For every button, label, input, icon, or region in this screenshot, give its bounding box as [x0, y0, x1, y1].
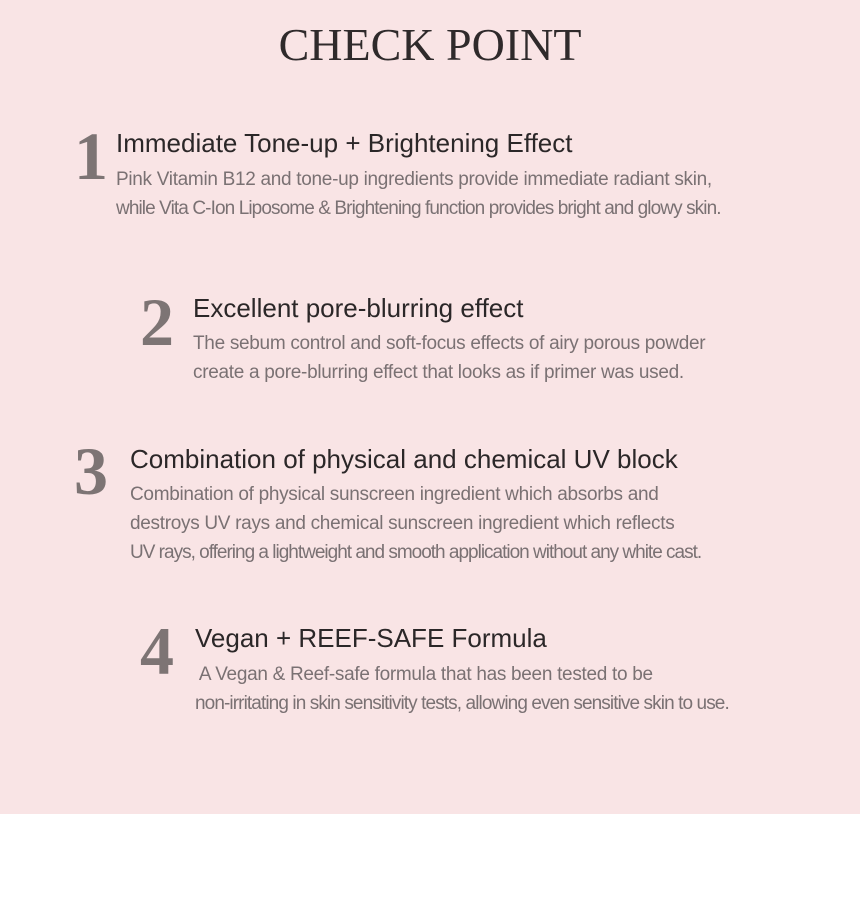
point-description — [195, 660, 729, 718]
description-line: while Vita C-Ion Liposome & Brightening function provides bright and glowy skin. — [116, 198, 721, 219]
description-line: non-irritating in skin sensitivity tests, allowing even sensitive skin to use. — [195, 693, 729, 714]
point-number: 3 — [74, 433, 108, 509]
point-heading: Combination of physical and chemical UV block — [130, 444, 678, 474]
point-description — [116, 165, 721, 223]
description-line: create a pore-blurring effect that looks as if primer was used. — [193, 362, 684, 383]
description-line: Combination of physical sunscreen ingredient which absorbs and — [130, 484, 659, 505]
point-number: 2 — [140, 284, 174, 360]
point-heading: Immediate Tone-up + Brightening Effect — [116, 128, 573, 158]
point-description — [130, 480, 701, 567]
point-description — [193, 329, 705, 387]
description-line: destroys UV rays and chemical sunscreen ingredient which reflects — [130, 513, 675, 534]
point-number: 4 — [140, 613, 174, 689]
point-heading: Vegan + REEF-SAFE Formula — [195, 623, 547, 653]
point-heading: Excellent pore-blurring effect — [193, 293, 524, 323]
description-line: The sebum control and soft-focus effects of airy porous powder — [193, 333, 706, 354]
page-title: CHECK POINT — [278, 19, 582, 70]
description-line: Pink Vitamin B12 and tone-up ingredients provide immediate radiant skin, — [116, 169, 712, 190]
point-number: 1 — [74, 118, 108, 194]
description-line: A Vegan & Reef-safe formula that has been tested to be — [195, 664, 653, 685]
description-line: UV rays, offering a lightweight and smooth application without any white cast. — [130, 542, 702, 563]
